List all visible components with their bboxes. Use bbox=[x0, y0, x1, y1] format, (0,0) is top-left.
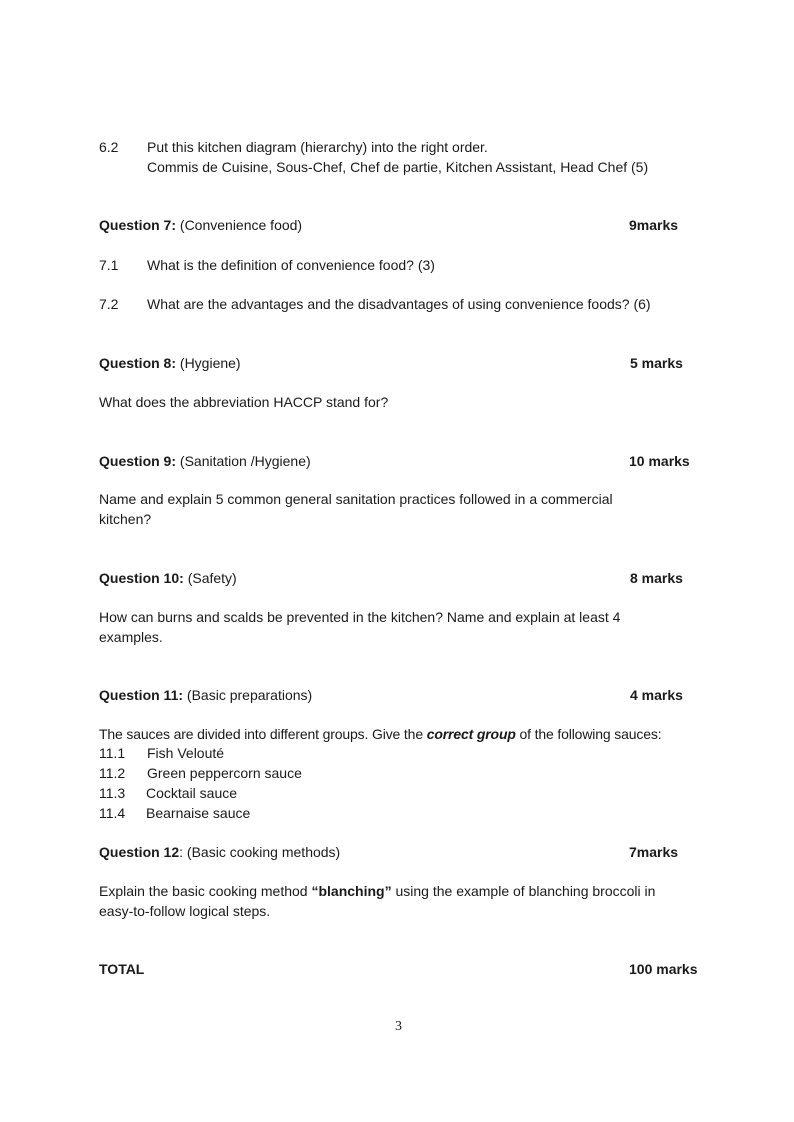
item-number: 11.3 bbox=[99, 785, 126, 801]
question-marks: 5 marks bbox=[630, 355, 683, 371]
question-text: easy-to-follow logical steps. bbox=[99, 903, 271, 919]
question-marks: 4 marks bbox=[630, 687, 683, 703]
question-text: examples. bbox=[99, 629, 163, 645]
question-heading: Question 10: (Safety) bbox=[99, 570, 237, 586]
total-marks: 100 marks bbox=[629, 961, 698, 977]
question-heading: Question 11: (Basic preparations) bbox=[99, 687, 313, 703]
item-number: 7.2 bbox=[99, 296, 119, 312]
item-number: 11.4 bbox=[99, 805, 126, 821]
question-heading: Question 12: (Basic cooking methods) bbox=[99, 844, 341, 860]
sauce-item: Bearnaise sauce bbox=[146, 805, 251, 821]
question-text: Put this kitchen diagram (hierarchy) into the right order. bbox=[147, 139, 488, 155]
question-text: Explain the basic cooking method “blanching” using the example of blanching broccoli in bbox=[99, 883, 656, 899]
question-heading: Question 8: (Hygiene) bbox=[99, 355, 241, 371]
question-marks: 9marks bbox=[629, 217, 679, 233]
question-text: What is the definition of convenience food? (3) bbox=[147, 257, 435, 273]
item-number: 6.2 bbox=[99, 139, 119, 155]
question-marks: 10 marks bbox=[629, 453, 690, 469]
total-label: TOTAL bbox=[99, 961, 145, 977]
question-text: What does the abbreviation HACCP stand for? bbox=[99, 394, 389, 410]
question-heading: Question 9: (Sanitation /Hygiene) bbox=[99, 453, 311, 469]
item-number: 11.2 bbox=[99, 765, 126, 781]
question-text: kitchen? bbox=[99, 511, 152, 527]
question-text: Commis de Cuisine, Sous-Chef, Chef de partie, Kitchen Assistant, Head Chef (5) bbox=[147, 159, 649, 175]
page-number: 3 bbox=[395, 1019, 402, 1034]
item-number: 11.1 bbox=[99, 745, 126, 761]
question-text: How can burns and scalds be prevented in the kitchen? Name and explain at least 4 bbox=[99, 609, 621, 625]
sauce-item: Green peppercorn sauce bbox=[147, 765, 302, 781]
question-marks: 7marks bbox=[629, 844, 679, 860]
question-text: The sauces are divided into different groups. Give the correct group of the following sauces: bbox=[99, 726, 662, 742]
question-marks: 8 marks bbox=[630, 570, 683, 586]
question-heading: Question 7: (Convenience food) bbox=[99, 217, 303, 233]
item-number: 7.1 bbox=[99, 257, 119, 273]
sauce-item: Cocktail sauce bbox=[146, 785, 238, 801]
question-text: What are the advantages and the disadvantages of using convenience foods? (6) bbox=[147, 296, 651, 312]
sauce-item: Fish Velouté bbox=[147, 745, 225, 761]
question-text: Name and explain 5 common general sanitation practices followed in a commercial bbox=[99, 491, 613, 507]
